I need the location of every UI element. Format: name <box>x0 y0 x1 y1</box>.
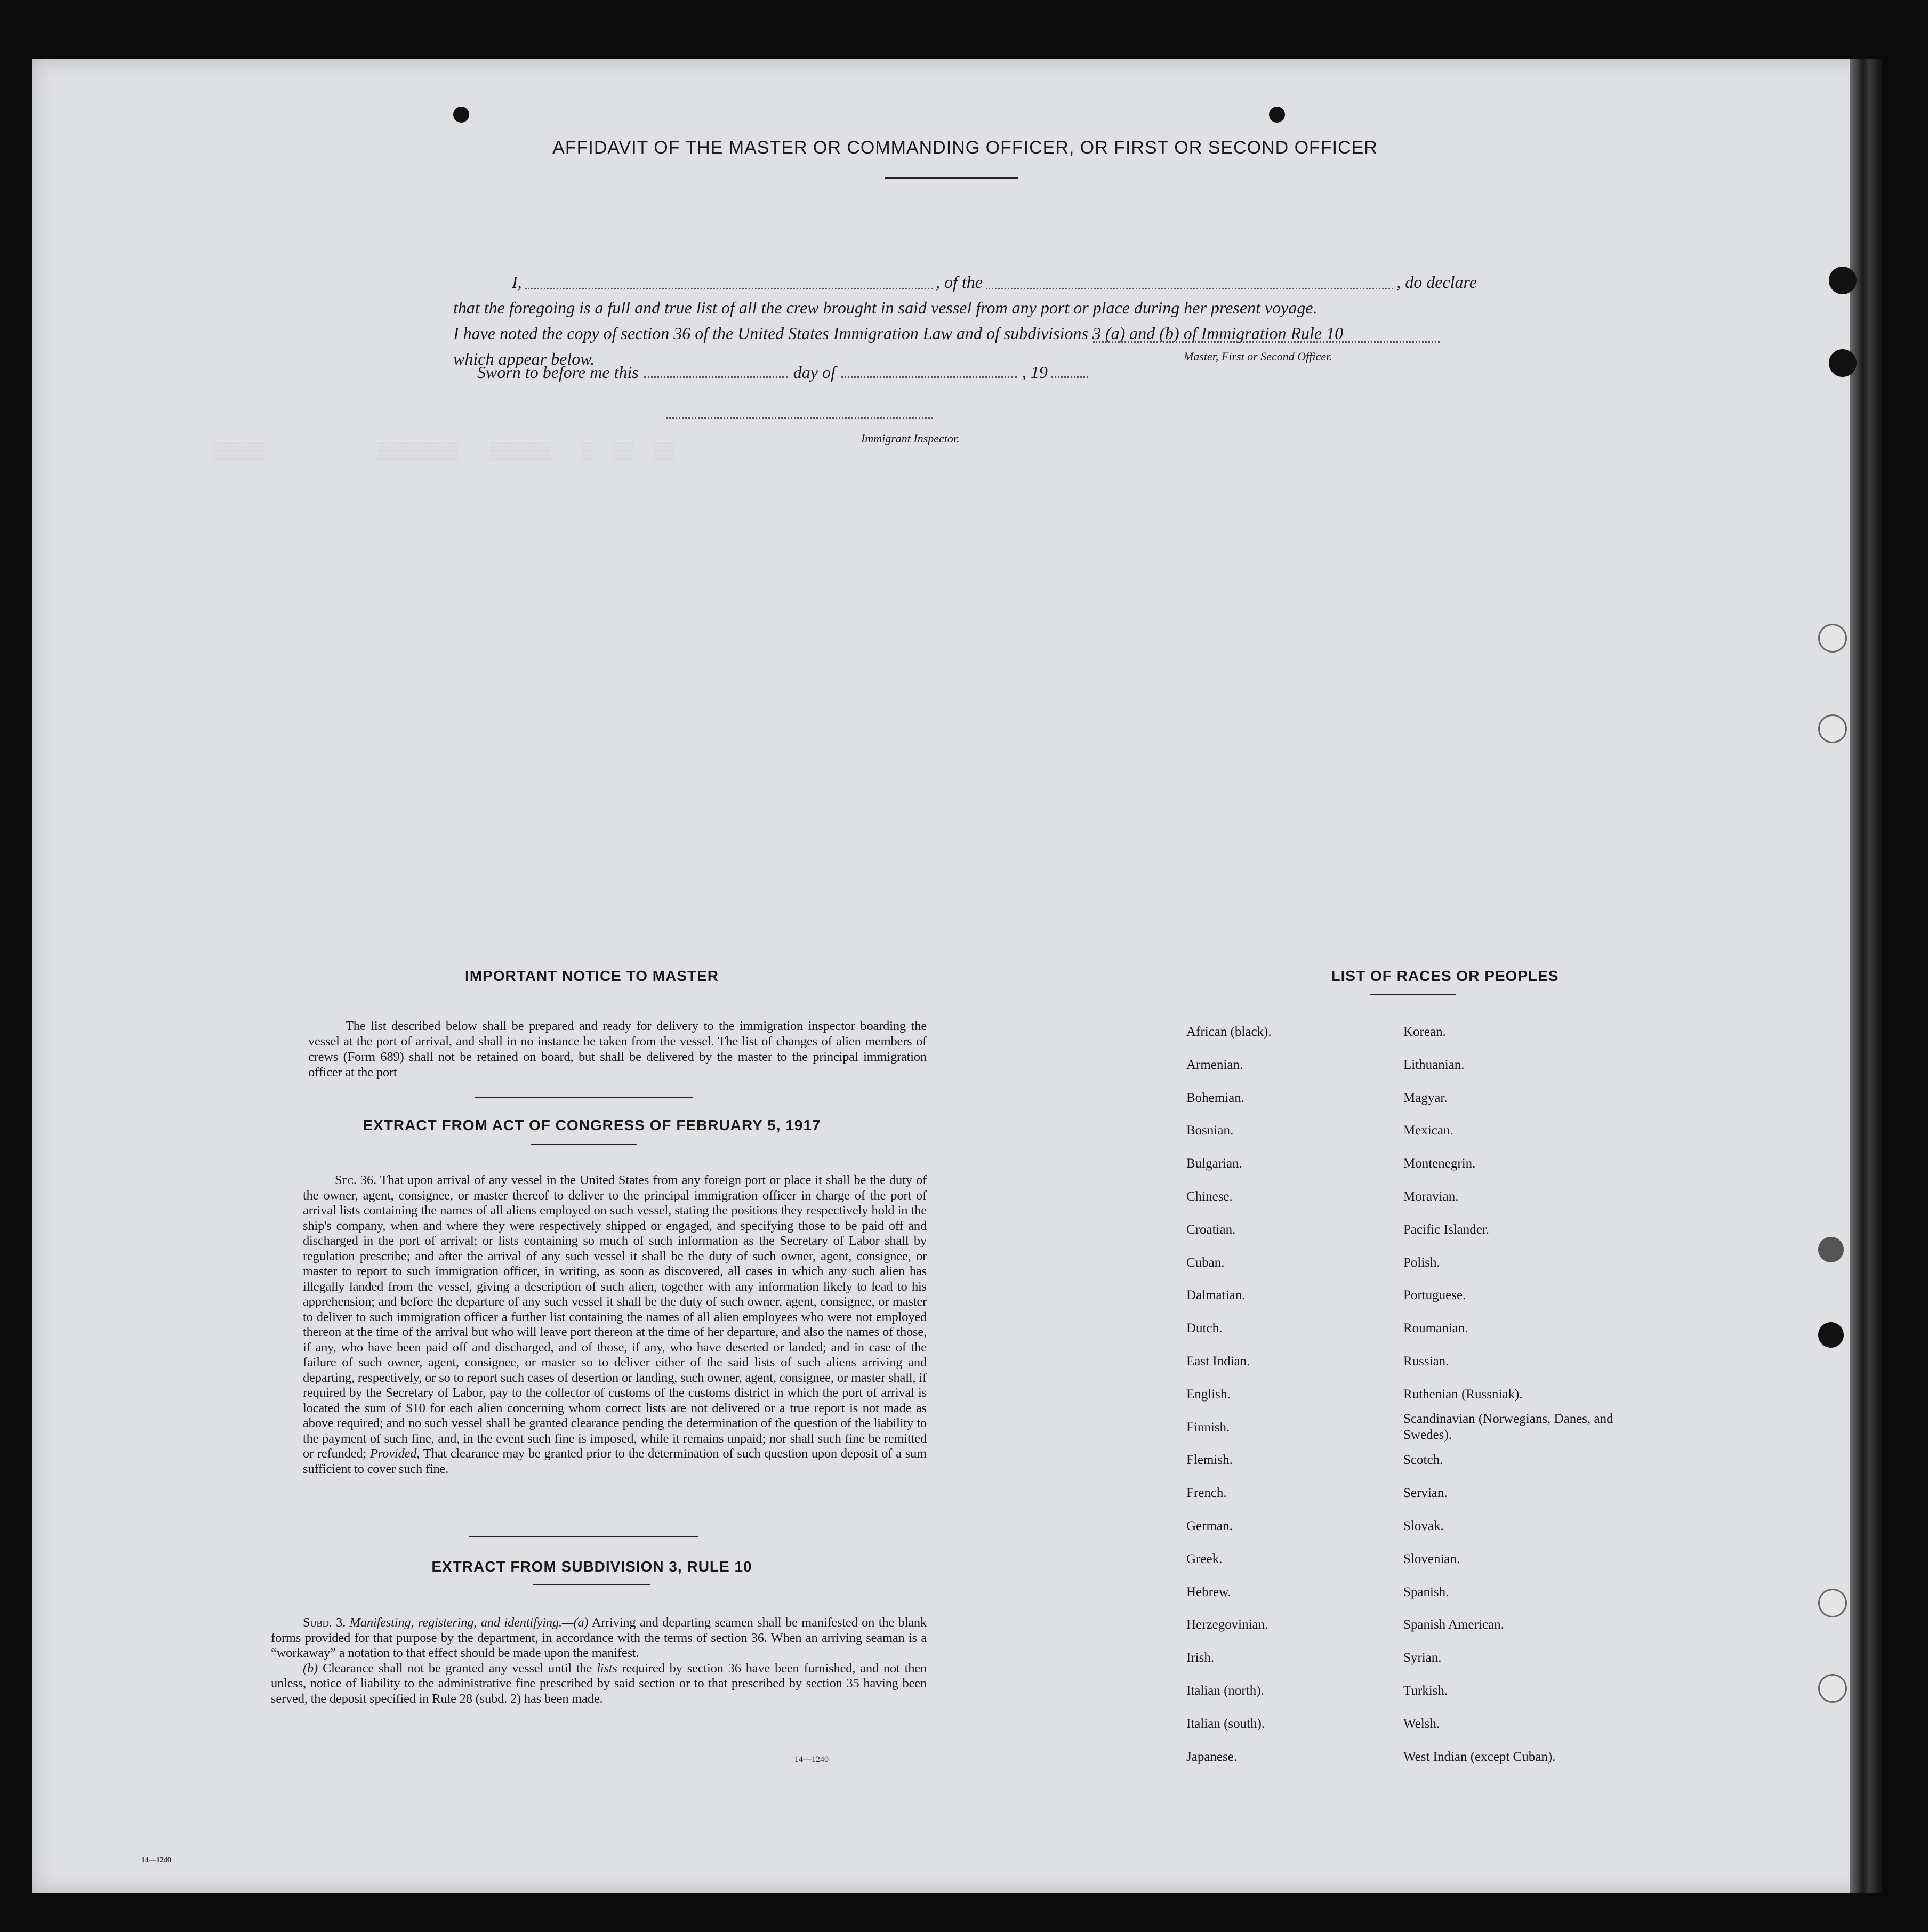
race-item: English. <box>1186 1387 1231 1402</box>
race-item: German. <box>1186 1518 1233 1533</box>
race-item: East Indian. <box>1186 1354 1250 1368</box>
rule-extract-heading: EXTRACT FROM SUBDIVISION 3, RULE 10 <box>431 1558 752 1575</box>
subdivision-title: Manifesting, registering, and identifying.—(a) <box>349 1615 589 1630</box>
sworn-year-field[interactable] <box>1051 376 1088 378</box>
race-item: Dalmatian. <box>1186 1288 1246 1303</box>
divider <box>475 1097 693 1098</box>
rule-paragraph-a <box>271 1615 927 1661</box>
race-item: Bulgarian. <box>1186 1156 1242 1171</box>
punch-hole-icon <box>1818 714 1847 743</box>
punch-hole-icon <box>1818 1674 1847 1703</box>
sworn-month-field[interactable] <box>841 376 1017 378</box>
race-item: Herzegovinian. <box>1186 1617 1268 1632</box>
races-heading: LIST OF RACES OR PEOPLES <box>1331 968 1559 984</box>
bleed-through-text: ▒▒▒▒▒ ▒▒▒▒▒▒▒▒ ▒▒▒▒▒▒ ▒ ▒▒ ▒▒ <box>213 442 674 462</box>
act-text-part-1: That upon arrival of any vessel in the United States from any foreign port or place it shall be the duty of the owner, agent, consignee, or master thereof to deliver to the principal immigration officer in charge of the port of arrival lists containing the names of all aliens employed on such vessel, stating the positions they respectively hold in the ship's company, when and where they were respectively shipped or engaged, and specifying those to be paid off and discharged in the port of arrival; or lists containing so much of such information as the Secretary of Labor shall by regulation prescribe; and after the arrival of any such vessel it shall be the duty of such owner, agent, consignee, or master to report to such immigration officer, in writing, as soon as discovered, all cases in which any such alien has illegally landed from the vessel, giving a description of such alien, together with any information likely to lead to his apprehension; and before the departure of any such vessel it shall be the duty of such owner, agent, consignee, or master to deliver to such immigration officer a further list containing the names of all alien employees who were not employed thereon at the time of the arrival but who will leave port thereon at the time of her departure, and also the names of those, if any, who have been paid off and discharged, and of those, if any, who have deserted or landed; and in case of the failure of such owner, agent, consignee, or master so to deliver either of the said lists of such aliens arriving and departing, respectively, or so to report such cases of desertion or landing, such owner, agent, consignee, or master shall, if required by the Secretary of Labor, pay to the collector of customs of the customs district in which the port of arrival is located the sum of $10 for each alien concerning whom correct lists are not delivered or a true report is not made as above required; and no such vessel shall be granted clearance pending the determination of the question of the liability to the payment of such fine, and, in the event such fine is imposed, while it remains unpaid; nor shall such fine be remitted or refunded; <box>303 1173 927 1461</box>
pin-hole-icon <box>1269 107 1285 123</box>
race-item: Hebrew. <box>1186 1584 1231 1599</box>
sworn-line <box>477 363 1170 382</box>
race-item: Cuban. <box>1186 1255 1225 1270</box>
b-label: (b) <box>303 1661 318 1676</box>
race-item: Montenegrin. <box>1403 1156 1476 1171</box>
race-item: Italian (south). <box>1186 1716 1265 1731</box>
declaration-line-4: which appear below. <box>453 349 595 368</box>
declaration-of-the-label: , of the <box>935 272 983 292</box>
form-number: 14—1240 <box>794 1755 829 1764</box>
race-item: Korean. <box>1403 1025 1446 1039</box>
punch-hole-icon <box>1829 267 1857 294</box>
sworn-year: , 19 <box>1022 363 1048 382</box>
race-item: Greek. <box>1186 1551 1223 1566</box>
race-item: Servian. <box>1403 1486 1448 1501</box>
inspector-signature-field[interactable] <box>666 417 933 419</box>
notice-paragraph: The list described below shall be prepared and ready for delivery to the immigration inspector boarding the vessel at the port of arrival, and shall in no instance be taken from the vessel. The list of changes of alien members of crews (Form 689) shall not be retained on board, but shall be delivered by the master to the principal immigration officer at the port <box>308 1019 927 1080</box>
corner-form-number: 14—1240 <box>141 1856 171 1864</box>
divider <box>531 1144 637 1145</box>
rule-paragraph-b <box>271 1661 927 1707</box>
page-edge-right <box>1850 59 1882 1893</box>
race-item: Moravian. <box>1403 1189 1459 1204</box>
rule-paragraph-b-2: required by section 36 have been furnished, and not then unless, notice of liability to the administrative fine prescribed by said section or to that prescribed by section 35 having been served, the deposit specified in Rule 28 (subd. 2) has been made. <box>271 1661 927 1706</box>
affidavit-title: AFFIDAVIT OF THE MASTER OR COMMANDING OFFICER, OR FIRST OR SECOND OFFICER <box>552 138 1378 158</box>
race-item: Portuguese. <box>1403 1288 1466 1303</box>
race-item: Welsh. <box>1403 1716 1440 1731</box>
document-page <box>32 59 1882 1893</box>
race-item: Pacific Islander. <box>1403 1222 1490 1237</box>
sworn-prefix: Sworn to before me this <box>477 363 639 382</box>
pin-hole-icon <box>453 107 469 123</box>
race-item: Slovenian. <box>1403 1551 1460 1566</box>
race-item: Turkish. <box>1403 1683 1448 1698</box>
declaration-declare-label: , do declare <box>1396 272 1477 292</box>
race-item: Irish. <box>1186 1651 1215 1665</box>
sworn-day-field[interactable] <box>644 376 788 378</box>
race-item: Armenian. <box>1186 1057 1243 1072</box>
sworn-day-of: day of <box>793 363 836 382</box>
race-item: Italian (north). <box>1186 1683 1264 1698</box>
race-item: Scandinavian (Norwegians, Danes, and Swedes). <box>1403 1411 1613 1443</box>
race-item: Mexican. <box>1403 1123 1453 1138</box>
vessel-field[interactable] <box>986 288 1393 289</box>
race-item: Roumanian. <box>1403 1321 1468 1336</box>
race-item: Flemish. <box>1186 1453 1233 1468</box>
race-item: Lithuanian. <box>1403 1057 1465 1072</box>
race-item: Slovak. <box>1403 1518 1444 1533</box>
subdivision-label: Subd. 3. <box>303 1615 346 1630</box>
race-item: Scotch. <box>1403 1453 1443 1468</box>
race-item: Bosnian. <box>1186 1123 1234 1138</box>
name-field[interactable] <box>525 288 933 289</box>
divider <box>533 1584 650 1585</box>
lists-word: lists <box>597 1661 617 1676</box>
race-item: French. <box>1186 1486 1227 1501</box>
race-item: Chinese. <box>1186 1189 1233 1204</box>
divider <box>885 177 1018 179</box>
race-item: Syrian. <box>1403 1651 1442 1665</box>
races-column-2 <box>1403 1016 1617 1773</box>
race-item: Japanese. <box>1186 1749 1238 1764</box>
punch-hole-icon <box>1818 624 1847 653</box>
divider <box>1370 994 1456 995</box>
race-item: West Indian (except Cuban). <box>1403 1749 1556 1764</box>
notice-heading: IMPORTANT NOTICE TO MASTER <box>464 968 719 984</box>
race-item: Ruthenian (Russniak). <box>1403 1387 1523 1402</box>
provided-word: Provided, <box>369 1446 420 1461</box>
race-item: Bohemian. <box>1186 1090 1245 1105</box>
race-item: Dutch. <box>1186 1321 1223 1336</box>
master-signature-field[interactable] <box>1093 341 1440 343</box>
rule-paragraph-a-text: Arriving and departing seamen shall be manifested on the blank forms provided for that purpose by the department, in accordance with the terms of section 36. When an arriving seaman is a “workaway” a notation to that effect should be made upon the manifest. <box>271 1615 927 1660</box>
race-item: Spanish American. <box>1403 1617 1504 1632</box>
punch-hole-icon <box>1818 1589 1847 1617</box>
race-item: Magyar. <box>1403 1090 1448 1105</box>
act-extract-text <box>303 1173 927 1477</box>
declaration-line-2: that the foregoing is a full and true list of all the crew brought in said vessel from any port or place during her present voyage. <box>453 298 1318 317</box>
punch-hole-icon <box>1818 1322 1844 1348</box>
punch-hole-icon <box>1829 349 1857 377</box>
declaration-i-label: I, <box>512 272 522 292</box>
race-item: Spanish. <box>1403 1584 1449 1599</box>
declaration-line-3: I have noted the copy of section 36 of the United States Immigration Law and of subdivisions 3 (a) and (b) of Immigration Rule 10 <box>453 324 1344 343</box>
punch-hole-icon <box>1818 1237 1844 1262</box>
race-item: Finnish. <box>1186 1420 1230 1435</box>
act-text-part-2: That clearance may be granted prior to the determination of such question upon deposit of a sum sufficient to cover such fine. <box>303 1446 927 1476</box>
act-paragraph <box>303 1173 927 1477</box>
notice-text <box>308 1018 927 1080</box>
race-item: Croatian. <box>1186 1222 1236 1237</box>
race-item: Polish. <box>1403 1255 1440 1270</box>
divider <box>469 1536 698 1537</box>
races-column-1 <box>1186 1016 1272 1773</box>
race-item: African (black). <box>1186 1025 1272 1039</box>
rule-extract-text <box>271 1615 927 1706</box>
race-item: Russian. <box>1403 1354 1449 1368</box>
rule-paragraph-b-1: Clearance shall not be granted any vessel until the <box>322 1661 592 1676</box>
inspector-caption: Immigrant Inspector. <box>861 432 960 445</box>
section-label: Sec. 36. <box>335 1173 376 1187</box>
act-extract-heading: EXTRACT FROM ACT OF CONGRESS OF FEBRUARY 5, 1917 <box>363 1117 821 1133</box>
master-signature-caption: Master, First or Second Officer. <box>1184 350 1332 363</box>
